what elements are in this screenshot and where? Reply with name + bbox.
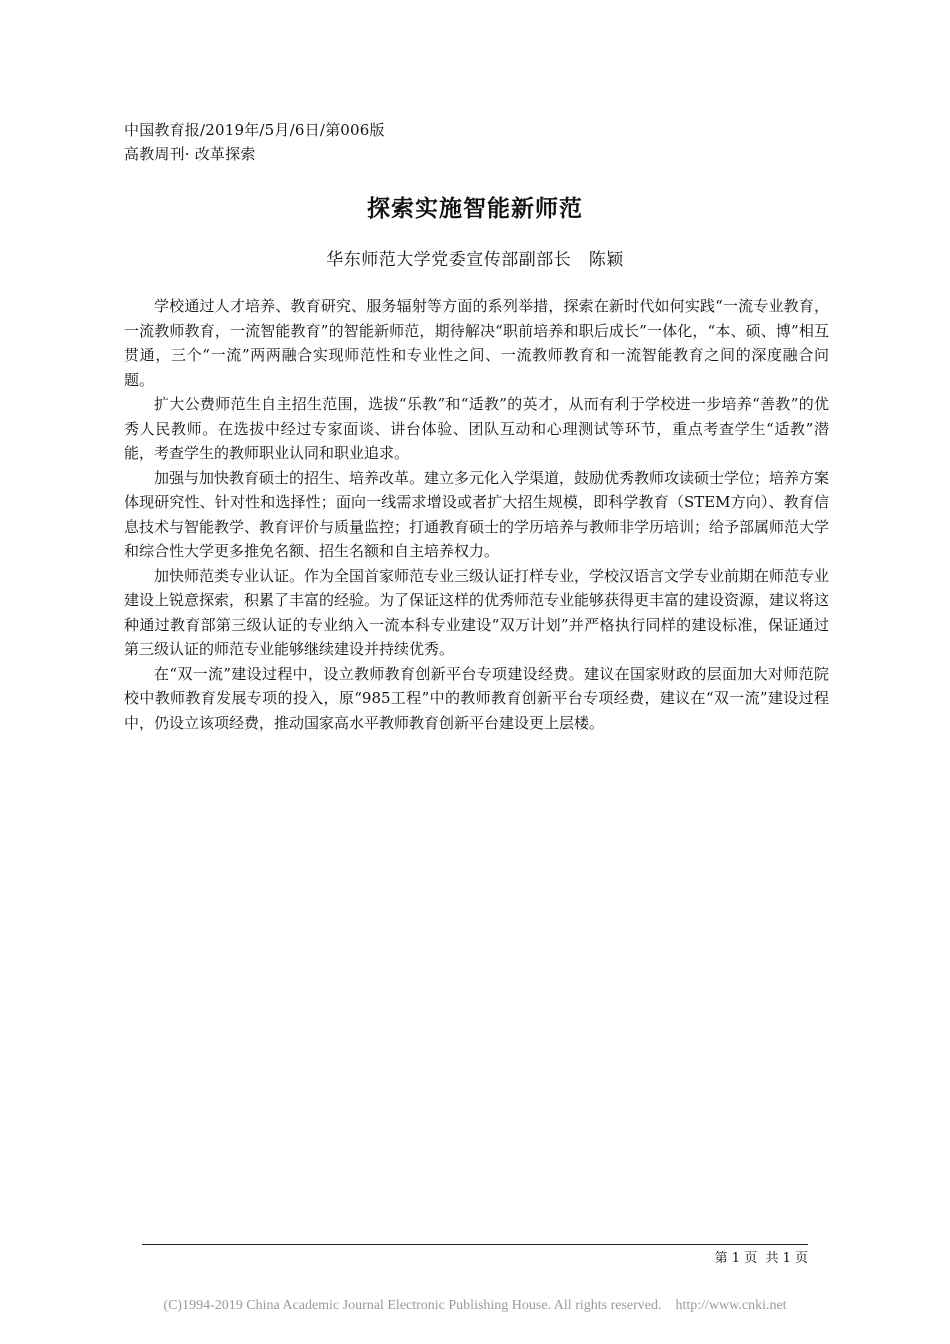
footer-divider [142,1244,808,1245]
author-line: 华东师范大学党委宣传部副部长 陈颖 [326,250,624,270]
article-body [124,294,829,735]
copyright-notice: (C)1994-2019 China Academic Journal Electronic Publishing House. All rights reserved. http://www.cnki.net [163,1298,787,1313]
publication-line: 中国教育报/2019年/5月/6日/第006版 [124,121,385,139]
article-title: 探索实施智能新师范 [367,195,583,222]
paragraph: 加快师范类专业认证。作为全国首家师范专业三级认证打样专业，学校汉语言文学专业前期在师范专业建设上锐意探索，积累了丰富的经验。为了保证这样的优秀师范专业能够获得更丰富的建设资源，建议将这种通过教育部第三级认证的专业纳入一流本科专业建设“双万计划”并严格执行同样的建设标准，保证通过第三级认证的师范专业能够继续建设并持续优秀。 [124,566,830,658]
paragraph: 学校通过人才培养、教育研究、服务辐射等方面的系列举措，探索在新时代如何实践“一流专业教育，一流教师教育，一流智能教育”的智能新师范，期待解决“职前培养和职后成长”一体化，“本、硕、博”相互贯通，三个“一流”两两融合实现师范性和专业性之间、一流教师教育和一流智能教育之间的深度融合问题。 [124,297,829,389]
page-number: 第 1 页 共 1 页 [714,1251,808,1266]
paragraph: 扩大公费师范生自主招生范围，选拔“乐教”和“适教”的英才，从而有利于学校进一步培养“善教”的优秀人民教师。在选拔中经过专家面谈、讲台体验、团队互动和心理测试等环节，重点考查学生“适教”潜能，考查学生的教师职业认同和职业追求。 [124,395,829,462]
paragraph: 加强与加快教育硕士的招生、培养改革。建立多元化入学渠道，鼓励优秀教师攻读硕士学位；培养方案体现研究性、针对性和选择性；面向一线需求增设或者扩大招生规模，即科学教育（STEM方向）、教育信息技术与智能教学、教育评价与质量监控；打通教育硕士的学历培养与教师非学历培训；给予部属师范大学和综合性大学更多推免名额、招生名额和自主培养权力。 [124,468,830,560]
paragraph: 在“双一流”建设过程中，设立教师教育创新平台专项建设经费。建议在国家财政的层面加大对师范院校中教师教育发展专项的投入，原“985工程”中的教师教育创新平台专项经费，建议在“双一流”建设过程中，仍设立该项经费，推动国家高水平教师教育创新平台建设更上层楼。 [124,664,829,732]
section-line: 高教周刊· 改革探索 [124,145,256,163]
source-info [124,118,385,166]
